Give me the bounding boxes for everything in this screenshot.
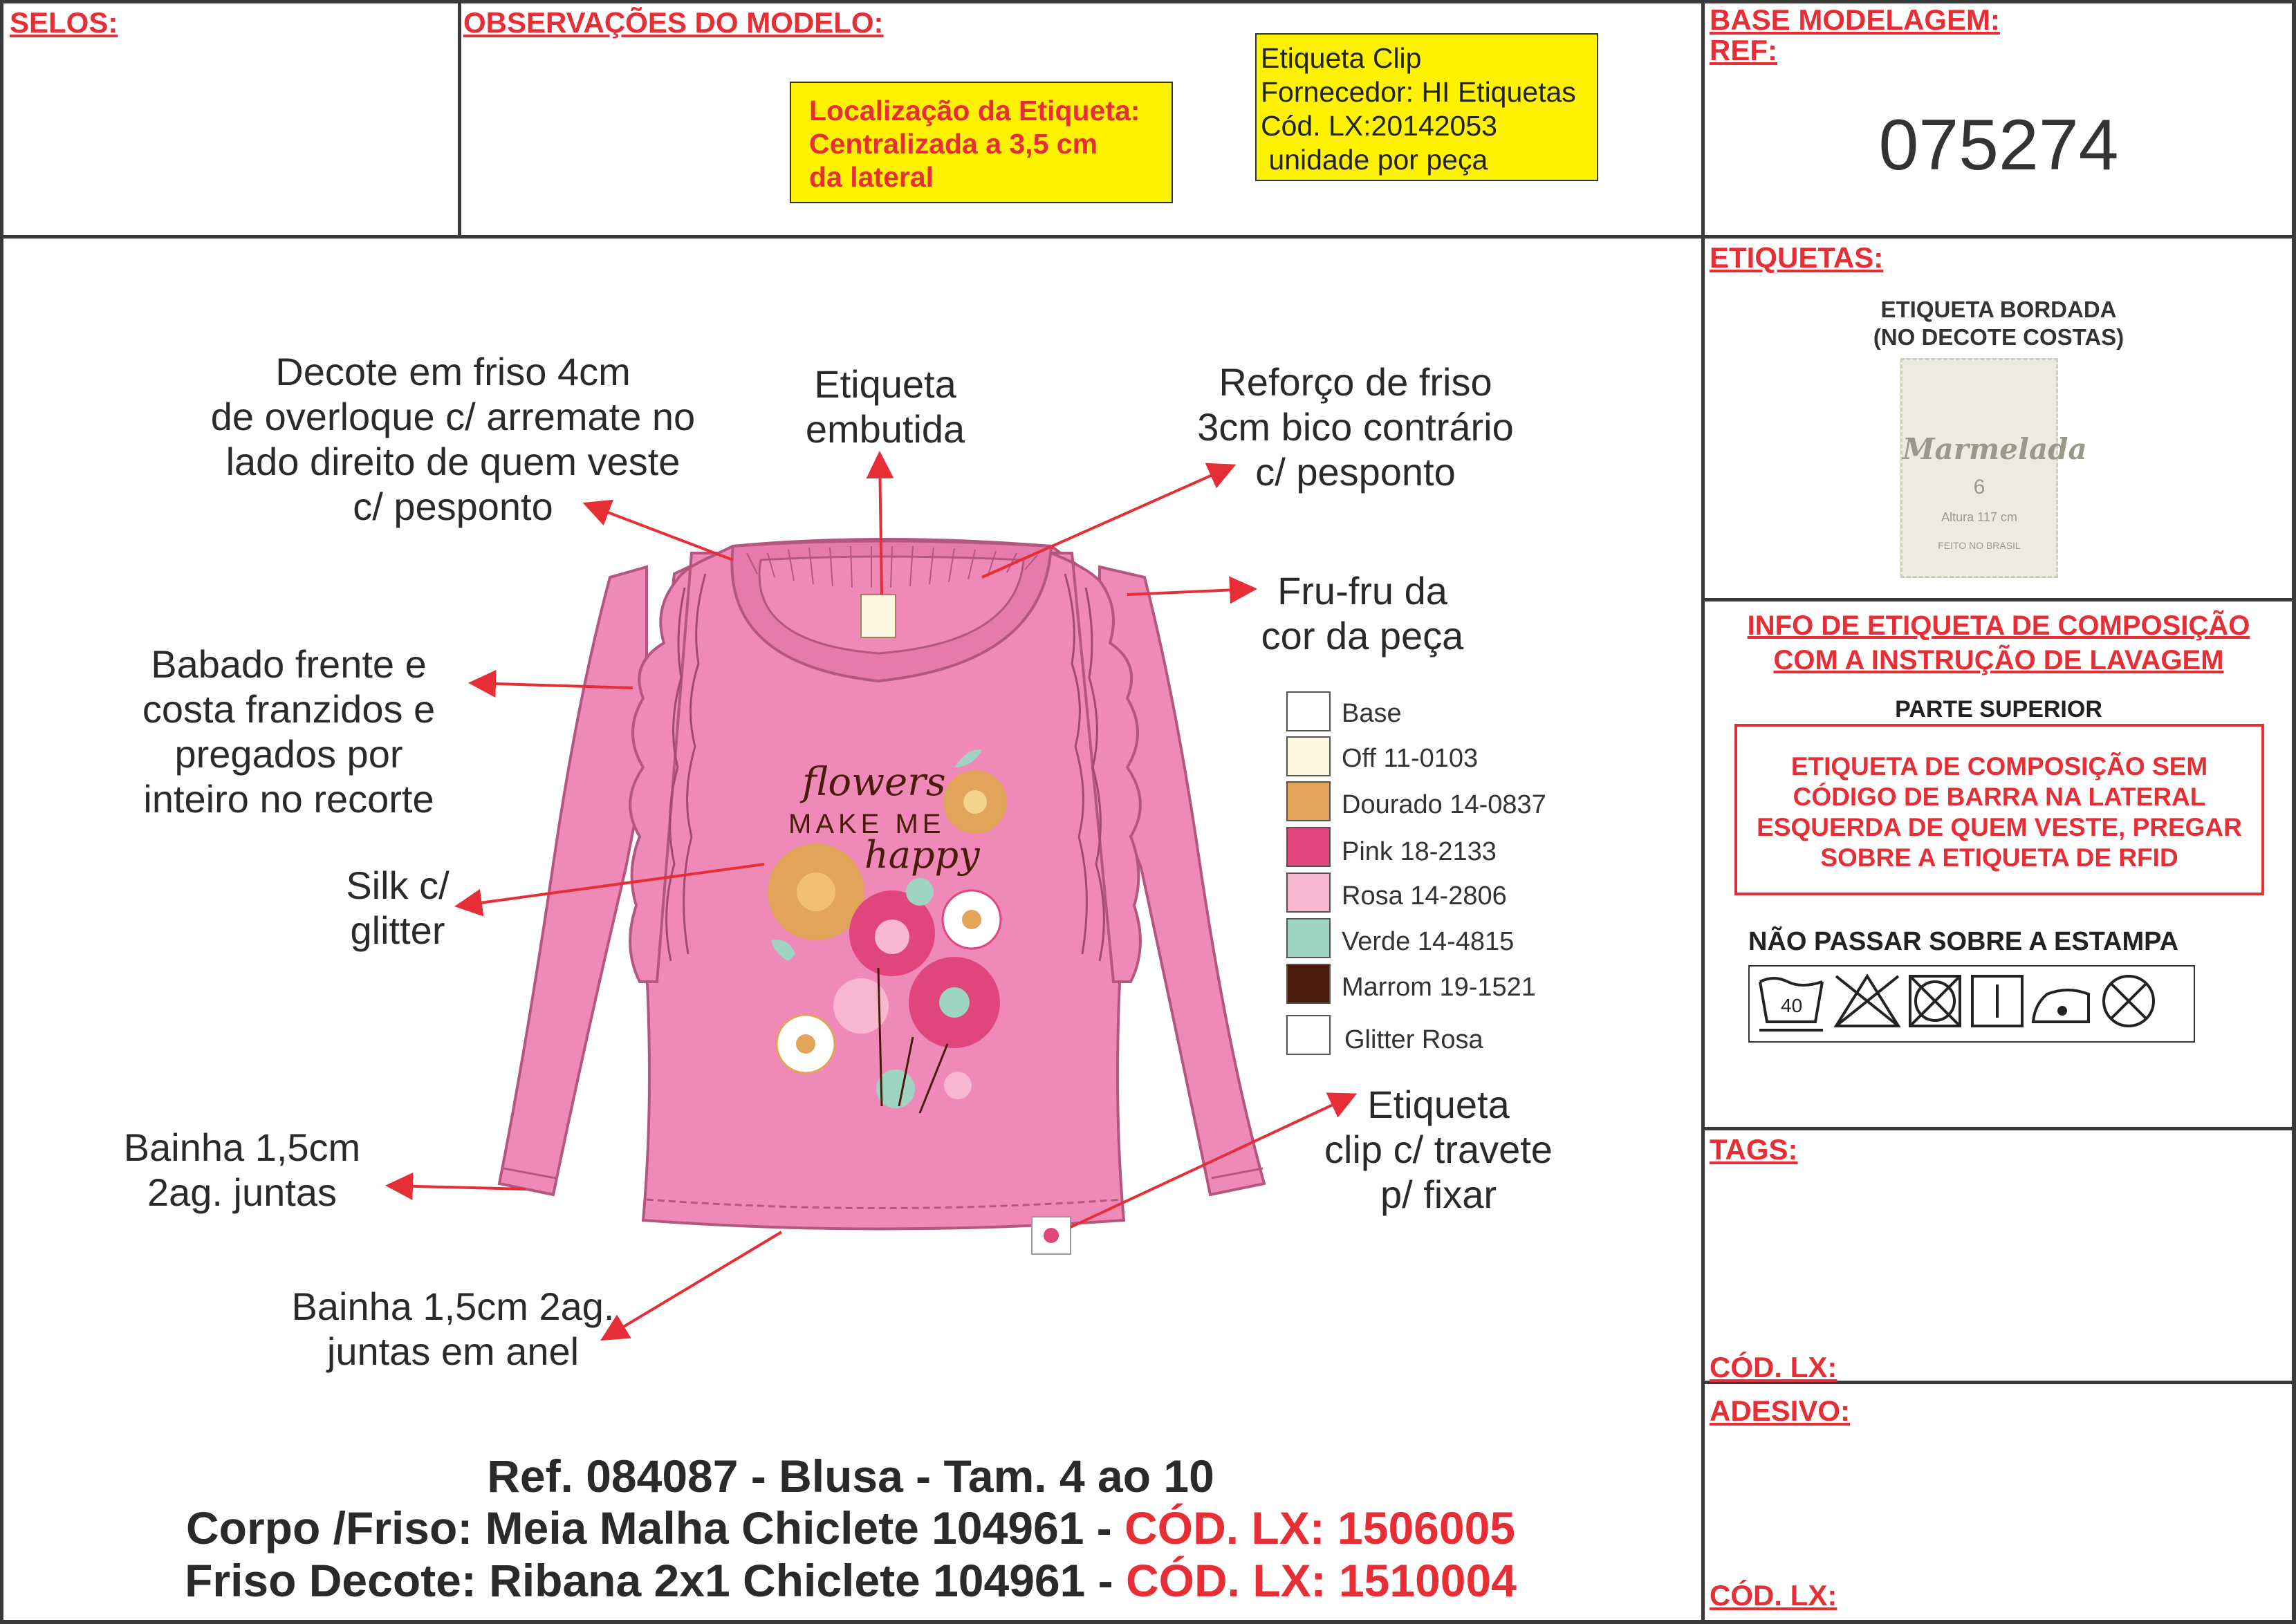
callout-line: Etiqueta: [814, 362, 956, 406]
wash-care-strip: [1748, 965, 2195, 1043]
footer-friso-material: Friso Decote: Ribana 2x1 Chiclete 104961 -: [185, 1555, 1126, 1606]
brand-label-size: 6: [1973, 476, 1985, 498]
footer-friso-code: CÓD. LX: 1510004: [1125, 1555, 1517, 1606]
callout-line: embutida: [805, 407, 965, 451]
swatch-label-verde: Verde 14-4815: [1342, 927, 1515, 956]
tags-label: TAGS:: [1710, 1133, 1798, 1166]
callout-line: inteiro no recorte: [143, 777, 434, 821]
swatch-rosa: [1286, 872, 1331, 913]
base-modelagem-label: BASE MODELAGEM:: [1710, 3, 2000, 36]
callout-line: pregados por: [174, 732, 403, 776]
nao-passar-label: NÃO PASSAR SOBRE A ESTAMPA: [1748, 927, 2179, 956]
callout-line: cor da peça: [1261, 614, 1464, 657]
callout-line: clip c/ travete: [1324, 1128, 1553, 1171]
brand-label-height: Altura 117 cm: [1941, 510, 2017, 524]
tags-divider: [1703, 1127, 2296, 1130]
callout-bainha-manga: [90, 1125, 394, 1215]
clip-note-line: Etiqueta Clip: [1261, 42, 1422, 74]
left-sleeve: [499, 567, 647, 1195]
composicao-note-line: CÓDIGO DE BARRA NA LATERAL: [1793, 783, 2206, 811]
swatch-dourado: [1286, 781, 1331, 821]
label-location-line: Localização da Etiqueta:: [809, 95, 1140, 127]
footer-corpo-line: [0, 1502, 1701, 1554]
callout-decote: [187, 349, 719, 529]
cod-lx-label-tags: CÓD. LX:: [1710, 1351, 1837, 1383]
callout-etiqueta-clip: [1300, 1082, 1577, 1217]
wash-care-symbols: [1750, 967, 2194, 1041]
info-composicao-line: INFO DE ETIQUETA DE COMPOSIÇÃO: [1747, 610, 2250, 641]
composicao-note-line: SOBRE A ETIQUETA DE RFID: [1820, 843, 2178, 872]
swatch-label-off: Off 11-0103: [1342, 744, 1479, 773]
clip-note-line: unidade por peça: [1261, 144, 1488, 176]
swatch-marrom: [1286, 964, 1331, 1004]
ref-label: REF:: [1710, 34, 1777, 66]
swatch-label-base: Base: [1342, 699, 1402, 728]
callout-line: c/ pesponto: [353, 485, 553, 528]
frame-bottom: [0, 1620, 2296, 1624]
adesivo-label: ADESIVO:: [1710, 1394, 1851, 1427]
clip-note-line: Cód. LX:20142053: [1261, 110, 1497, 142]
label-location-line: da lateral: [809, 161, 934, 193]
callout-etiqueta-embutida: [781, 362, 989, 451]
swatch-off: [1286, 736, 1331, 776]
swatch-pink: [1286, 827, 1331, 867]
swatch-label-pink: Pink 18-2133: [1342, 837, 1497, 866]
callout-line: Bainha 1,5cm: [123, 1126, 361, 1169]
swatch-label-dourado: Dourado 14-0837: [1342, 790, 1546, 819]
composicao-note-line: ESQUERDA DE QUEM VESTE, PREGAR: [1757, 813, 2242, 841]
etiqueta-bordada-line: ETIQUETA BORDADA: [1880, 297, 2117, 322]
footer-ref: Ref. 084087 - Blusa - Tam. 4 ao 10: [487, 1450, 1214, 1502]
footer-corpo-material: Corpo /Friso: Meia Malha Chiclete 104961 -: [186, 1502, 1125, 1553]
cod-lx-label-adesivo: CÓD. LX:: [1710, 1579, 1837, 1612]
callout-reforco: [1169, 360, 1542, 494]
callout-line: glitter: [350, 908, 445, 952]
callout-line: de overloque c/ arremate no: [210, 395, 696, 438]
composicao-note-box: [1734, 724, 2264, 895]
inner-neck-label: [861, 595, 896, 637]
callout-bainha-anel: [273, 1284, 633, 1374]
brand-label-origin: FEITO NO BRASIL: [1938, 540, 2021, 551]
callout-line: p/ fixar: [1380, 1173, 1497, 1216]
swatch-label-marrom: Marrom 19-1521: [1342, 973, 1536, 1002]
brand-label-name: Marmelada: [1902, 432, 2087, 466]
etiquetas-label: ETIQUETAS:: [1710, 241, 1884, 274]
callout-line: Etiqueta: [1367, 1083, 1510, 1126]
callout-line: 3cm bico contrário: [1197, 405, 1514, 449]
swatch-verde: [1286, 918, 1331, 958]
callout-line: c/ pesponto: [1255, 450, 1456, 494]
callout-babado: [118, 642, 460, 821]
callout-frufru: [1238, 568, 1487, 658]
callout-line: juntas em anel: [326, 1329, 580, 1373]
info-composicao-title: [1705, 608, 2293, 678]
etiqueta-bordada-title: [1705, 296, 2293, 351]
callout-line: Silk c/: [346, 864, 450, 907]
callout-line: Bainha 1,5cm 2ag.: [291, 1285, 615, 1328]
etiquetas-divider: [1703, 598, 2296, 601]
print-line-flowers: flowers: [802, 760, 946, 805]
parte-superior-label: PARTE SUPERIOR: [1895, 696, 2102, 722]
footer-ref-line: [0, 1450, 1701, 1502]
etiqueta-bordada-line: (NO DECOTE COSTAS): [1873, 324, 2124, 350]
swatch-label-glitter: Glitter Rosa: [1344, 1025, 1483, 1054]
swatch-glitter: [1286, 1015, 1331, 1055]
callout-silk: [318, 863, 477, 953]
observacoes-label: OBSERVAÇÕES DO MODELO:: [463, 6, 884, 39]
composicao-note-line: ETIQUETA DE COMPOSIÇÃO SEM: [1790, 752, 2208, 781]
swatch-base: [1286, 691, 1331, 731]
print-line-happy: happy: [864, 833, 980, 877]
print-line-make-me: MAKE ME: [788, 809, 945, 839]
ref-value: 075274: [1878, 105, 2119, 185]
callout-line: Babado frente e: [151, 642, 427, 686]
callout-line: Decote em friso 4cm: [275, 350, 631, 393]
callout-line: 2ag. juntas: [147, 1170, 337, 1214]
clip-note-line: Fornecedor: HI Etiquetas: [1261, 76, 1576, 108]
callout-line: Reforço de friso: [1219, 360, 1492, 404]
brand-label-image: [1900, 358, 2087, 578]
label-location-line: Centralizada a 3,5 cm: [809, 128, 1098, 160]
footer-corpo-code: CÓD. LX: 1506005: [1124, 1502, 1515, 1553]
wash-temp-value: 40: [1781, 995, 1803, 1016]
footer-friso-line: [0, 1554, 1701, 1607]
callout-line: costa franzidos e: [142, 687, 436, 731]
callout-line: lado direito de quem veste: [225, 440, 681, 483]
info-composicao-line: COM A INSTRUÇÃO DE LAVAGEM: [1773, 645, 2224, 675]
callout-line: Fru-fru da: [1277, 569, 1447, 613]
selos-label: SELOS:: [10, 6, 118, 39]
swatch-label-rosa: Rosa 14-2806: [1342, 881, 1507, 911]
